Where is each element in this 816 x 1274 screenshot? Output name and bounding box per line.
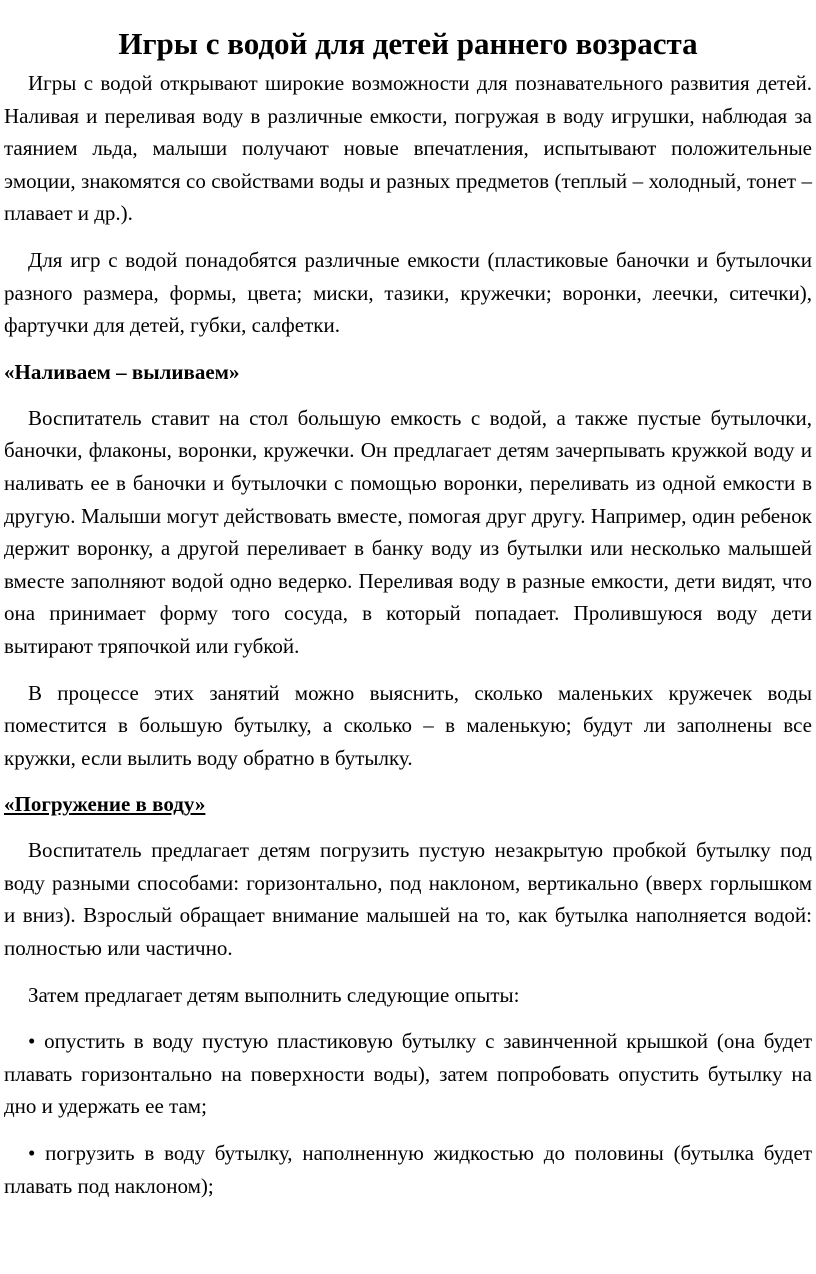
intro-paragraph-1: Игры с водой открывают широкие возможности для познавательного развития детей. Наливая и переливая воду в различные емкости, погружая в воду игрушки, наблюдая за таянием льда, малыши получают новые впечатления, испытывают положительные эмоции, знакомятся со свойствами воды и разных предметов (теплый – холодный, тонет – плавает и др.). xyxy=(4,71,812,226)
section2-bullet-1: • опустить в воду пустую пластиковую бутылку с завинченной крышкой (она будет плавать горизонтально на поверхности воды), затем попробовать опустить бутылку на дно и удержать ее там; xyxy=(4,1029,812,1119)
section-heading-pour: «Наливаем – выливаем» xyxy=(4,359,240,384)
section2-bullet-2: • погрузить в воду бутылку, наполненную жидкостью до половины (бутылка будет плавать под наклоном); xyxy=(4,1141,812,1198)
document-title: Игры с водой для детей раннего возраста xyxy=(118,26,698,61)
intro-paragraph-2: Для игр с водой понадобятся различные емкости (пластиковые баночки и бутылочки разного размера, формы, цвета; миски, тазики, кружечки; воронки, леечки, ситечки), фартучки для детей, губки, салфетки. xyxy=(4,247,812,338)
section-heading-immersion: «Погружение в воду» xyxy=(4,792,206,817)
section2-paragraph-1: Воспитатель предлагает детям погрузить пустую незакрытую пробкой бутылку под воду разными способами: горизонтально, под наклоном, вертикально (вверх горлышком и вниз). Взрослый обращает внимание малышей на то, как бутылка наполняется водой: полностью или частично. xyxy=(4,838,812,961)
section1-paragraph-2: В процессе этих занятий можно выяснить, сколько маленьких кружечек воды поместится в большую бутылку, а сколько – в маленькую; будут ли заполнены все кружки, если вылить воду обратно в бутылку. xyxy=(4,680,812,770)
section2-paragraph-2: Затем предлагает детям выполнить следующие опыты: xyxy=(28,982,520,1007)
section1-paragraph-1: Воспитатель ставит на стол большую емкость с водой, а также пустые бутылочки, баночки, флаконы, воронки, кружечки. Он предлагает детям зачерпывать кружкой воду и наливать ее в баночки и бутылочки с помощью воронки, переливать из одной емкости в другую. Малыши могут действовать вместе, помогая друг другу. Например, один ребенок держит воронку, а другой переливает в банку воду из бутылки или несколько малышей вместе заполняют водой одно ведерко. Переливая воду в разные емкости, дети видят, что она принимает форму того сосуда, в который попадает. Пролившуюся воду дети вытирают тряпочкой или губкой. xyxy=(4,405,812,658)
